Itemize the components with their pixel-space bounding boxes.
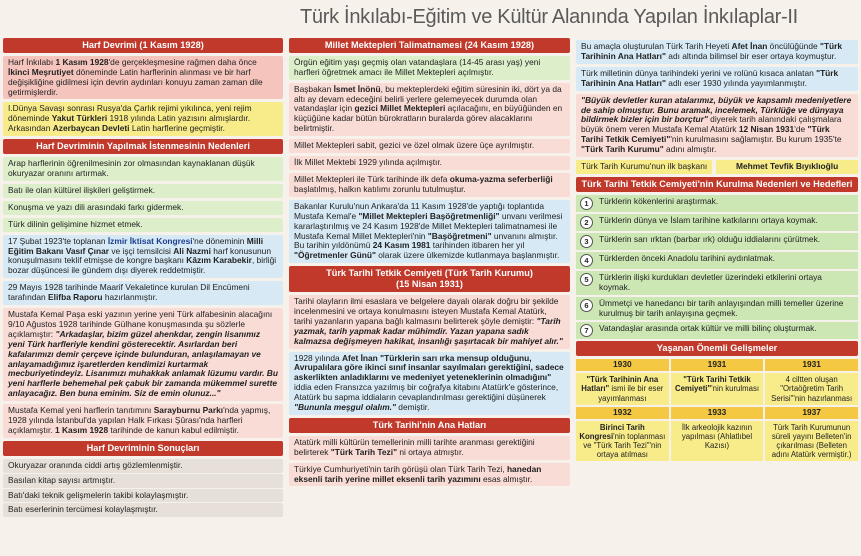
item-number: 1 (580, 197, 593, 210)
item-text: Türklerin kökenlerini araştırmak. (599, 195, 719, 206)
tarih-yazmak-quote: Tarihi olayların ilmi esaslara ve belgelere dayalı olarak doğru bir şekilde incelenmesini ve ortaya konulmasını isteyen Mustafa Kemal Atatürk, tarihi yazanların yapana bağlı kalmasını belirterek şöyle demiştir: "Tarih yazmak, tarih yapmak kadar mühimdir. Yazan yapana sadık kalmazsa değişmeyen hakikat, insanlığı şaşırtacak bir mahiyet alır." (289, 295, 570, 349)
gelisme-text: "Türk Tarihinin Ana Hatları" ismi ile bir eser yayımlanması (576, 373, 669, 405)
elifba-raporu-note: 29 Mayıs 1928 tarihinde Maarif Vekaletince kurulan Dil Encümeni tarafından Elifba Raporu hazırlanmıştır. (3, 281, 283, 305)
gelisme-year: 1930 (576, 359, 669, 371)
gelismeler-header: Yaşanan Önemli Gelişmeler (576, 341, 858, 356)
ilk-baskan-label: Türk Tarih Kurumu'nun ilk başkanı (576, 160, 712, 174)
sarayburnu-note: Mustafa Kemal yeni harflerin tanıtımını Sarayburnu Parkı'nda yapmış, 1928 yılında İstanbul'da yapılan Halk Fırkası Şûrası'nda harfleri açıklamıştır. 1 Kasım 1928 tarihinde de kanun kabul edilmiştir. (3, 404, 283, 438)
item-text: Vatandaşlar arasında ortak kültür ve milli bilinç oluşturmak. (599, 323, 817, 334)
cemiyet-nedenler-header: Türk Tarihi Tetkik Cemiyeti'nin Kurulma Nedenleri ve Hedefleri (576, 177, 858, 192)
harf-sonuc-item: Batı'daki teknik gelişmelerin takibi kolaylaşmıştır. (3, 489, 283, 503)
harf-neden-item: Arap harflerinin öğrenilmesinin zor olmasından kaynaklanan düşük okuryazar oranını artırmak. (3, 157, 283, 181)
seferberlik-note: Millet Mektepleri ile Türk tarihinde ilk defa okuma-yazma seferberliği başlatılmış, halkın katılımı zorunlu tutulmuştur. (289, 173, 570, 197)
tarih-kurumu-header: Türk Tarihi Tetkik Cemiyeti (Türk Tarih Kurumu) (15 Nisan 1931) (289, 266, 570, 292)
item-text: Türklerden önceki Anadolu tarihini aydınlatmak. (599, 252, 775, 263)
item-text: Ümmetçi ve hanedancı bir tarih anlayışından milli temeller üzerine kurulmuş bir tarih anlayışına geçmek. (599, 297, 844, 318)
gelisme-text: Birinci Tarih Kongresi'nin toplanması ve "Türk Tarih Tezi"'nin ortaya atılması (576, 421, 669, 462)
cemiyet-neden-item (576, 214, 858, 231)
cemiyet-kurulus-note: "Büyük devletler kuran atalarımız, büyük ve kapsamlı medeniyetlere de sahip olmuştur. Bunu aramak, incelemek, Türklüğe ve dünyaya bildirmek bizler için bir borçtur" diyerek tarih alanındaki çalışmalara büyük önem veren Mustafa Kemal Atatürk 12 Nisan 1931'de "Türk Tarihi Tetkik Cemiyeti"'nin kurulmasını sağlamıştır. Bu kurum 1935'te "Türk Tarih Kurumu" adını almıştır. (576, 94, 858, 157)
harf-neden-item: Batı ile olan kültürel ilişkileri geliştirmek. (3, 184, 283, 198)
item-number: 3 (580, 235, 593, 248)
gelisme-year: 1932 (576, 407, 669, 419)
harf-neden-item: Türk dilinin gelişimine hizmet etmek. (3, 218, 283, 232)
tarih-heyeti-note: Bu amaçla oluşturulan Türk Tarih Heyeti Afet İnan öncülüğünde "Türk Tarihinin Ana Hatları" adı altında bilimsel bir eser ortaya koymuştur. (576, 40, 858, 64)
gelisme-text: İlk arkeolojik kazının yapılması (Ahlatlıbel Kazısı) (671, 421, 764, 462)
cemiyet-neden-item (576, 271, 858, 295)
harf-devrimi-header: Harf Devrimi (1 Kasım 1928) (3, 38, 283, 53)
item-text: Türklerin sarı ırktan (barbar ırk) olduğu iddialarını çürütmek. (599, 233, 821, 244)
ana-hatlar-eser-note: Türk milletinin dünya tarihindeki yerini ve rolünü kısaca anlatan "Türk Tarihinin Ana Hatları" adlı eser 1930 yılında yayımlanmıştır. (576, 67, 858, 91)
gelisme-year: 1931 (671, 359, 764, 371)
afet-inan-note: 1928 yılında Afet İnan "Türklerin sarı ırka mensup olduğunu, Avrupalılara göre ikinci sınıf insanlar sayılmaları gerektiğini, sadece askerlikten anladıklarını ve medeniyet yeteneklerinin olmadığını" iddia eden Fransızca yazılmış bir coğrafya kitabını Atatürk'e gösterince, Atatürk bu sapma iddiaların cevaplandırılması gerektiğini düşünerek "Bununla meşgul olalım." demiştir. (289, 352, 570, 415)
gelisme-text: Türk Tarih Kurumunun süreli yayını Belleten'in çıkarılması (Belleten adını Atatürk vermiştir.) (765, 421, 858, 462)
millet-mektepleri-purpose: Örgün eğitim yaşı geçmiş olan vatandaşlara (14-45 arası yaş) yeni harfleri öğretmek amacı ile Millet Mektepleri açılmıştır. (289, 56, 570, 80)
harf-nedenler-header: Harf Devriminin Yapılmak İstenmesinin Nedenleri (3, 139, 283, 154)
harf-devrimi-intro: Harf İnkılabı 1 Kasım 1928'de gerçekleşmesine rağmen daha önce İkinci Meşrutiyet döneminde Latin harflerinin alınması ve bir harf değişikliğine gidilmesi için devrin aydınları konuyu zaman zaman dile getirmişlerdir. (3, 56, 283, 100)
ismet-inonu-note: Başbakan İsmet İnönü, bu mekteplerdeki eğitim süresinin iki, dört ya da altı ay devam edeceğini belirli yerlere gelemeyecek durumda olan vatandaşlar için gezici Millet Mektepleri açılacağını, en büyüğünden en küçüğüne kadar bütün bürokratların buralarda görev alacaklarını belirtmiştir. (289, 83, 570, 137)
page-title: Türk İnkılabı-Eğitim ve Kültür Alanında Yapılan İnkılaplar-II (300, 6, 798, 28)
column-tarih-cemiyeti (576, 40, 858, 461)
column-harf-devrimi (3, 38, 283, 518)
cemiyet-neden-item (576, 252, 858, 269)
item-number: 7 (580, 324, 593, 337)
harf-sonuclar-header: Harf Devriminin Sonuçları (3, 441, 283, 456)
izmir-iktisat-kongresi-note: 17 Şubat 1923'te toplanan İzmir İktisat Kongresi'ne döneminin Milli Eğitim Bakanı Vasıf Çınar ve işçi temsilcisi Ali Nazmi harf konusunun konuşulmasını teklif etmişse de kongre başkanı Kâzım Karabekir, birliği bozar düşüncesi ile gündem dışı diyerek reddetmiştir. (3, 235, 283, 279)
mektep-types-note: Millet Mektepleri sabit, gezici ve özel olmak üzere üçe ayrılmıştır. (289, 139, 570, 153)
yakut-turkleri-note: I.Dünya Savaşı sonrası Rusya'da Çarlık rejimi yıkılınca, yeni rejim döneminde Yakut Türkleri 1918 yılında Latin yazısını almışlardır. Arkasından Azerbaycan Devleti Latin harflerine geçmiştir. (3, 102, 283, 136)
ana-hatlar-header: Türk Tarihi'nin Ana Hatları (289, 418, 570, 433)
gelisme-year: 1931 (765, 359, 858, 371)
item-number: 4 (580, 254, 593, 267)
cemiyet-neden-item (576, 297, 858, 321)
ilk-baskan-name: Mehmet Tevfik Bıyıklıoğlu (716, 160, 858, 174)
item-number: 6 (580, 299, 593, 312)
gelisme-year: 1937 (765, 407, 858, 419)
cemiyet-neden-item (576, 322, 858, 339)
item-text: Türklerin ilişki kurdukları devletler üzerindeki etkilerini ortaya koymak. (599, 271, 822, 292)
gelisme-text: 4 ciltten oluşan "Ortaöğretim Tarih Serisi"'nin hazırlanması (765, 373, 858, 405)
cemiyet-nedenler-list (576, 195, 858, 340)
millet-eksenli-note: Türkiye Cumhuriyeti'nin tarih görüşü olan Türk Tarih Tezi, hanedan eksenli tarih yerine millet eksenli tarih yazımını esas almıştır. (289, 463, 570, 487)
millet-mektepleri-header: Millet Mektepleri Talimatnamesi (24 Kasım 1928) (289, 38, 570, 53)
gelisme-text: "Türk Tarihi Tetkik Cemiyeti"'nin kurulması (671, 373, 764, 405)
gulhane-speech: Mustafa Kemal Paşa eski yazının yerine yeni Türk alfabesinin alacağını 9/10 Ağustos 1928 tarihinde Gülhane konuşmasında şu sözlerle açıklamıştır: "Arkadaşlar, bizim güzel ahenkdar, zengin lisanımız yeni Türk harfleriyle kendini gösterecektir. Asırlardan beri kafalarımızı demir çerçeve içinde bulunduran, anlaşılamayan ve anlayamadığımız işaretlerden kendimizi kurtarmak mecburiyetindeyiz. Lisanımızı muhakkak anlamak lüzumu vardır. Bu yeni harflerle behemehal pek çabuk bir zamanda mükemmel surette anlayacağız. Ben buna eminim. Siz de emin olunuz..." (3, 308, 283, 401)
column-millet-mektepleri (289, 38, 570, 489)
ilk-mektep-note: İlk Millet Mektebi 1929 yılında açılmıştır. (289, 156, 570, 170)
harf-sonuc-item: Basılan kitap sayısı artmıştır. (3, 474, 283, 488)
item-text: Türklerin dünya ve İslam tarihine katkılarını ortaya koymak. (599, 214, 818, 225)
harf-sonuc-item: Okuryazar oranında ciddi artış gözlemlenmiştir. (3, 459, 283, 473)
ilk-baskan-row (576, 160, 858, 174)
item-number: 2 (580, 216, 593, 229)
basogretmen-note: Bakanlar Kurulu'nun Ankara'da 11 Kasım 1928'de yaptığı toplantıda Mustafa Kemal'e "Millet Mektepleri Başöğretmenliği" unvanı verilmesi kararlaştırılmış ve 24 Kasım 1928'de Millet Mektepleri talimatnamesi ile Mustafa Kemal Millet Mektepleri'nin "Başöğretmeni" unvanını almıştır. Bu tarihin yıldönümü 24 Kasım 1981 tarihinden itibaren her yıl "Öğretmenler Günü" olarak üzere ülkemizde kutlanmaya başlanmıştır. (289, 200, 570, 263)
tarih-tezi-note: Atatürk milli kültürün temellerinin milli tarihte aranması gerektiğini belirterek "Türk Tarih Tezi" ni ortaya atmıştır. (289, 436, 570, 460)
gelisme-year: 1933 (671, 407, 764, 419)
harf-neden-item: Konuşma ve yazı dili arasındaki farkı gidermek. (3, 201, 283, 215)
harf-sonuc-item: Batı eserlerinin tercümesi kolaylaşmıştır. (3, 503, 283, 517)
cemiyet-neden-item (576, 195, 858, 212)
gelismeler-row-2 (576, 407, 858, 462)
cemiyet-neden-item (576, 233, 858, 250)
item-number: 5 (580, 273, 593, 286)
gelismeler-row-1 (576, 359, 858, 404)
